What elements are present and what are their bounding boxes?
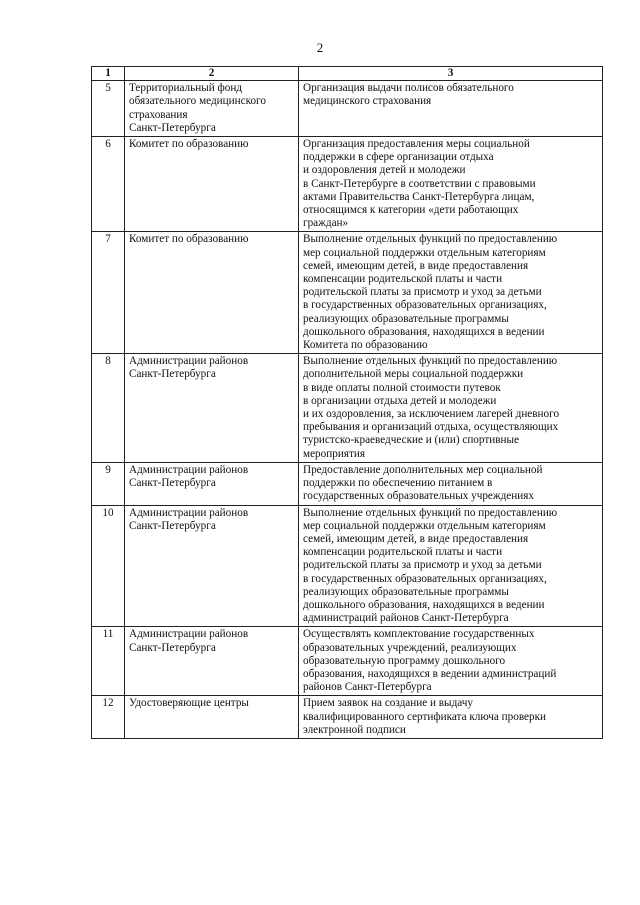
function-text-line: родительской платы за присмотр и уход за детьми xyxy=(303,286,542,299)
function-text-line: в Санкт-Петербурге в соответствии с правовыми xyxy=(303,177,536,190)
function-text-line: туристско-краеведческие и (или) спортивные xyxy=(303,434,519,447)
function-text-line: Прием заявок на создание и выдачу xyxy=(303,697,473,710)
function-text-line: Предоставление дополнительных мер социальной xyxy=(303,463,543,476)
function-text-line: в государственных образовательных организациях, xyxy=(303,572,547,585)
table-row xyxy=(92,232,603,354)
function-text-line: компенсации родительской платы и части xyxy=(303,546,503,559)
function-text-line: семей, имеющим детей, в виде предоставления xyxy=(303,532,529,545)
table-body xyxy=(92,67,603,739)
row-number-cell: 12 xyxy=(92,696,125,739)
organization-text-line: страхования xyxy=(129,108,188,121)
function-text-line: администраций районов Санкт-Петербурга xyxy=(303,612,509,625)
function-text-line: относящимся к категории «дети работающих xyxy=(303,204,519,217)
function-text-line: поддержки по обеспечению питанием в xyxy=(303,477,493,490)
organization-text-line: Удостоверяющие центры xyxy=(129,697,249,710)
header-cell-2: 2 xyxy=(125,67,299,81)
organization-text-line: Администрации районов xyxy=(129,506,249,519)
organization-text-line: Территориальный фонд xyxy=(129,82,243,95)
header-cell-3: 3 xyxy=(299,67,603,81)
function-text-line: реализующих образовательные программы xyxy=(303,585,509,598)
function-cell xyxy=(299,137,603,232)
function-text-line: Комитета по образованию xyxy=(303,339,428,352)
organization-text-line: Санкт-Петербурга xyxy=(129,641,216,654)
function-text-line: мер социальной поддержки отдельным категориям xyxy=(303,519,546,532)
organization-text-line: Санкт-Петербурга xyxy=(129,121,216,134)
organization-text-line: Администрации районов xyxy=(129,355,249,368)
organization-text-line: Администрации районов xyxy=(129,628,249,641)
organization-cell xyxy=(125,462,299,505)
function-text-line: родительской платы за присмотр и уход за детьми xyxy=(303,559,542,572)
row-number-cell: 5 xyxy=(92,81,125,137)
function-text-line: Выполнение отдельных функций по предоставлению xyxy=(303,355,558,368)
function-text-line: Выполнение отдельных функций по предоставлению xyxy=(303,506,558,519)
function-text-line: пребывания и организаций отдыха, осуществляющих xyxy=(303,421,559,434)
table-row xyxy=(92,505,603,627)
function-text-line: дополнительной меры социальной поддержки xyxy=(303,368,524,381)
function-text-line: поддержки в сфере организации отдыха xyxy=(303,151,494,164)
function-text-line: медицинского страхования xyxy=(303,95,432,108)
function-cell xyxy=(299,232,603,354)
function-text-line: компенсации родительской платы и части xyxy=(303,273,503,286)
row-number-cell: 7 xyxy=(92,232,125,354)
function-text-line: реализующих образовательные программы xyxy=(303,312,509,325)
function-text-line: квалифицированного сертификата ключа проверки xyxy=(303,710,547,723)
function-text-line: актами Правительства Санкт-Петербурга лицам, xyxy=(303,190,535,203)
function-cell xyxy=(299,462,603,505)
function-text-line: мероприятия xyxy=(303,447,365,460)
table-row xyxy=(92,462,603,505)
organization-cell xyxy=(125,505,299,627)
function-text-line: государственных образовательных учреждениях xyxy=(303,490,534,503)
organization-text-line: обязательного медицинского xyxy=(129,95,266,108)
function-cell xyxy=(299,81,603,137)
organization-cell xyxy=(125,696,299,739)
organization-cell xyxy=(125,232,299,354)
row-number-cell: 10 xyxy=(92,505,125,627)
row-number-cell: 8 xyxy=(92,354,125,463)
table-header-row xyxy=(92,67,603,81)
organization-text-line: Санкт-Петербурга xyxy=(129,519,216,532)
organization-cell xyxy=(125,627,299,696)
function-text-line: Организация выдачи полисов обязательного xyxy=(303,82,514,95)
function-text-line: граждан» xyxy=(303,217,349,230)
function-text-line: Организация предоставления меры социальной xyxy=(303,138,530,151)
function-text-line: в виде оплаты полной стоимости путевок xyxy=(303,381,501,394)
row-number-cell: 6 xyxy=(92,137,125,232)
function-cell xyxy=(299,354,603,463)
function-text-line: семей, имеющим детей, в виде предоставления xyxy=(303,259,529,272)
function-text-line: мер социальной поддержки отдельным категориям xyxy=(303,246,546,259)
organization-text-line: Администрации районов xyxy=(129,463,249,476)
organization-text-line: Санкт-Петербурга xyxy=(129,477,216,490)
table-row xyxy=(92,81,603,137)
function-text-line: и оздоровления детей и молодежи xyxy=(303,164,466,177)
function-text-line: в государственных образовательных организациях, xyxy=(303,299,547,312)
header-cell-1: 1 xyxy=(92,67,125,81)
organization-text-line: Санкт-Петербурга xyxy=(129,368,216,381)
table-row xyxy=(92,354,603,463)
page-number: 2 xyxy=(316,40,324,55)
organization-cell xyxy=(125,137,299,232)
organization-cell xyxy=(125,354,299,463)
organization-text-line: Комитет по образованию xyxy=(129,233,249,246)
organization-text-line: Комитет по образованию xyxy=(129,138,249,151)
function-text-line: дошкольного образования, находящихся в ведении xyxy=(303,325,545,338)
row-number-cell: 11 xyxy=(92,627,125,696)
function-text-line: образования, находящихся в ведении администраций xyxy=(303,667,557,680)
function-text-line: образовательных учреждений, реализующих xyxy=(303,641,517,654)
agency-functions-table xyxy=(91,66,603,739)
table-row xyxy=(92,696,603,739)
function-text-line: образовательную программу дошкольного xyxy=(303,654,506,667)
function-text-line: районов Санкт-Петербурга xyxy=(303,681,432,694)
function-text-line: электронной подписи xyxy=(303,723,406,736)
function-cell xyxy=(299,696,603,739)
function-text-line: в организации отдыха детей и молодежи xyxy=(303,394,497,407)
table-row xyxy=(92,627,603,696)
table-row xyxy=(92,137,603,232)
function-cell xyxy=(299,627,603,696)
function-cell xyxy=(299,505,603,627)
row-number-cell: 9 xyxy=(92,462,125,505)
function-text-line: дошкольного образования, находящихся в ведении xyxy=(303,598,545,611)
function-text-line: и их оздоровления, за исключением лагерей дневного xyxy=(303,408,560,421)
organization-cell xyxy=(125,81,299,137)
function-text-line: Осуществлять комплектование государственных xyxy=(303,628,535,641)
function-text-line: Выполнение отдельных функций по предоставлению xyxy=(303,233,558,246)
